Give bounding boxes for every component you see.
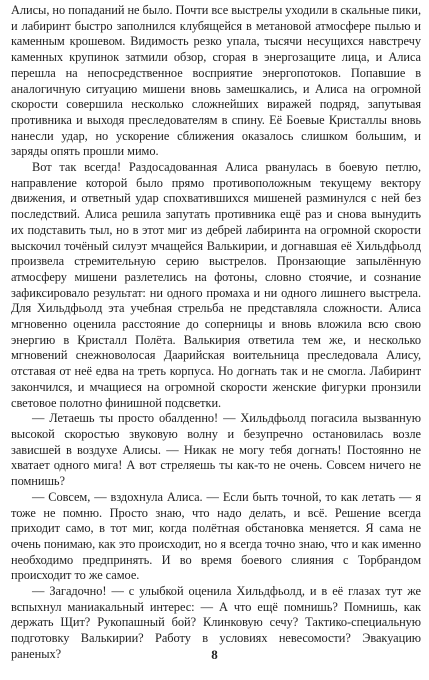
page-number: 8 [211, 647, 218, 662]
paragraph-4: — Совсем, — вздохнула Алиса. — Если быть точной, то как летать — я тоже не помню. Просто знаю, что надо делать, и всё. Решение всегда приходит само, в тот миг, когда полётная обстановка меняется. Я сама не очень понимаю, как это происходит, но я всегда точно знаю, что и как именно необходимо предпринять. И во время боевого слияния с Торбрандом происходит то же самое. [11, 489, 421, 583]
paragraph-3: — Летаешь ты просто обалденно! — Хильдфьолд погасила вызванную высокой скоростью звуковую волну и безупречно остановилась возле зависшей в воздухе Алисы. — Никак не могу тебя догнать! Постоянно не хватает одного мига! А вот стреляешь ты как-то не очень. Совсем ничего не помнишь? [11, 411, 421, 489]
paragraph-1: Алисы, но попаданий не было. Почти все выстрелы уходили в скальные пики, и лабиринт быстро заполнился клубящейся в метановой атмосфере пылью и каменным крошевом. Видимость резко упала, тысячи несущихся навстречу каменных крупинок затмили обзор, сгорая в энергозащите лица, и Алиса перешла на непосредственное восприятие энергопотоков. Попавшие в аналогичную ситуацию мишени вновь замешкались, и Алиса на огромной скорости совершила несколько сложнейших виражей подряд, запутывая противника и выходя преследователям в спину. Её Боевые Кристаллы вновь нанесли удар, но ускорение сближения оказалось слишком большим, и заряды опять прошли мимо. [11, 3, 421, 159]
paragraph-5: — Загадочно! — с улыбкой оценила Хильдфьолд, и в её глазах тут же вспыхнул маниакальный интерес: — А что ещё помнишь? Помнишь, как держать Щит? Рукопашный бой? Клинковую сечу? Тактико-специальную подготовку Валькирии? Работу в условиях невесомости? Эвакуацию раненых? [11, 584, 421, 661]
paragraph-2: Вот так всегда! Раздосадованная Алиса рванулась в боевую петлю, направление которой было прямо противоположным текущему вектору движения, и ответный удар спохватившихся мишеней разминулся с ней без последствий. Алиса решила запутать противника ещё раз и снова вынудить их подставить тыл, но в этот миг из дебрей лабиринта на огромной скорости выскочил точёный силуэт мчащейся Валькирии, и догнавшая её Хильдфьолд произвела стремительную серию выстрелов. Пронзающие запылённую атмосферу мишени разлетелись на фотоны, словно стоячие, и сознание зафиксировало результат: ни одного промаха и ни одного лишнего выстрела. Для Хильдфьолд эта учебная стрельба не представляла сложности. Алиса мгновенно оценила расстояние до соперницы и вновь вложила всю свою энергию в Кристалл Полёта. Валькирия ответила тем же, и несколько мгновений снежноволосая Даарийская воительница преследовала Алису, отставая от неё едва на треть корпуса. Но догнать так и не смогла. Лабиринт закончился, и мчащиеся на огромной скорости женские фигурки пронзили световое полотно финишной подсветки. [11, 160, 421, 410]
page-body-text [11, 3, 421, 663]
